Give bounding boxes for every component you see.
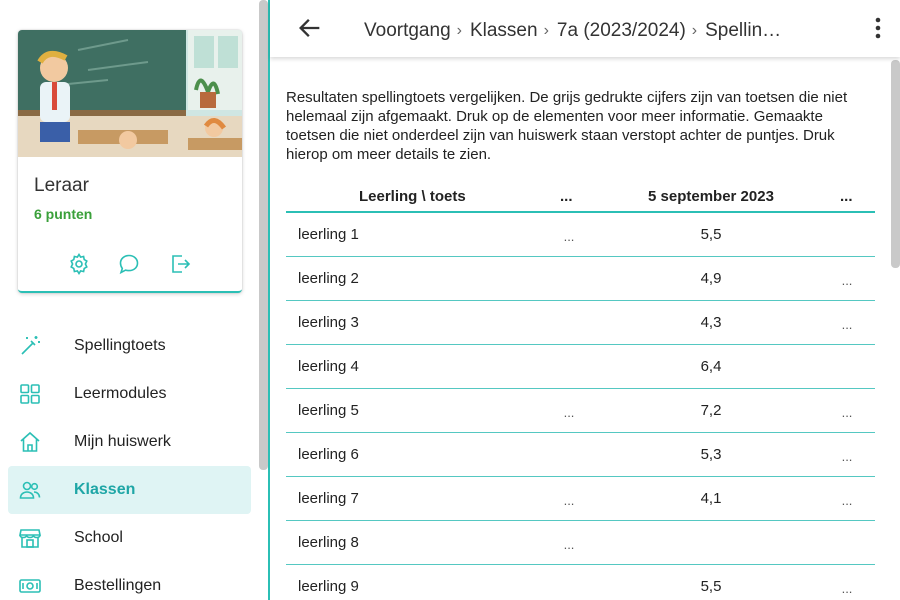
more-tests-left[interactable]: ... <box>563 405 575 420</box>
breadcrumb <box>364 20 781 42</box>
score-cell[interactable]: 5,5 <box>700 226 722 243</box>
more-menu-button[interactable] <box>868 16 888 40</box>
student-name: leerling 4 <box>298 358 359 375</box>
money-icon <box>18 574 42 598</box>
arrow-left-icon <box>296 14 324 42</box>
nav-item-bestellingen[interactable] <box>8 562 251 600</box>
nav-label: Klassen <box>74 481 136 498</box>
header-test-date[interactable]: 5 september 2023 <box>648 188 774 205</box>
more-tests-left[interactable]: ... <box>563 537 575 552</box>
chat-icon <box>117 252 141 276</box>
logout-button[interactable] <box>168 252 194 278</box>
settings-button[interactable] <box>67 252 93 278</box>
nav-item-spellingtoets[interactable] <box>8 322 251 370</box>
main-scrollbar[interactable] <box>891 60 900 268</box>
nav-item-mijn-huiswerk[interactable] <box>8 418 251 466</box>
score-cell[interactable]: 4,1 <box>700 490 722 507</box>
logout-icon <box>168 252 192 276</box>
more-tests-right[interactable]: ... <box>841 273 853 288</box>
table-row[interactable] <box>286 477 875 521</box>
student-name: leerling 8 <box>298 534 359 551</box>
table-row[interactable] <box>286 433 875 477</box>
student-name: leerling 5 <box>298 402 359 419</box>
more-tests-left[interactable]: ... <box>563 229 575 244</box>
score-cell[interactable]: 5,3 <box>700 446 722 463</box>
sidebar <box>0 0 268 600</box>
nav-label: Mijn huiswerk <box>74 433 171 450</box>
more-tests-right[interactable]: ... <box>841 405 853 420</box>
more-tests-right[interactable]: ... <box>841 493 853 508</box>
table-row[interactable] <box>286 389 875 433</box>
score-cell[interactable]: 5,5 <box>700 578 722 595</box>
main-content <box>270 0 900 600</box>
nav-label: Leermodules <box>74 385 167 402</box>
student-name: leerling 6 <box>298 446 359 463</box>
results-table <box>286 180 875 600</box>
student-name: leerling 3 <box>298 314 359 331</box>
breadcrumb-separator: › <box>543 22 549 39</box>
student-name: leerling 7 <box>298 490 359 507</box>
breadcrumb-separator: › <box>691 22 698 39</box>
student-name: leerling 1 <box>298 226 359 243</box>
main-nav <box>8 322 251 600</box>
more-tests-right[interactable]: ... <box>841 449 853 464</box>
users-icon <box>18 478 42 502</box>
table-header <box>286 180 875 213</box>
nav-item-school[interactable] <box>8 514 251 562</box>
more-tests-right[interactable]: ... <box>841 581 853 596</box>
nav-label: School <box>74 529 123 546</box>
score-cell[interactable]: 7,2 <box>700 402 722 419</box>
table-row[interactable] <box>286 213 875 257</box>
header-student-test: Leerling \ toets <box>359 188 466 205</box>
grid-icon <box>18 382 42 406</box>
nav-item-klassen[interactable] <box>8 466 251 514</box>
student-name: leerling 2 <box>298 270 359 287</box>
teacher-illustration <box>18 30 242 157</box>
nav-label: Spellingtoets <box>74 337 166 354</box>
table-row[interactable] <box>286 345 875 389</box>
gear-icon <box>67 252 91 276</box>
top-app-bar <box>270 0 900 57</box>
table-row[interactable] <box>286 521 875 565</box>
home-icon <box>18 430 42 454</box>
table-row[interactable] <box>286 257 875 301</box>
breadcrumb-current: Spellin… <box>705 20 782 41</box>
more-tests-left[interactable]: ... <box>563 493 575 508</box>
profile-card <box>18 30 242 293</box>
breadcrumb-class[interactable]: 7a (2023/2024) <box>556 20 686 41</box>
score-cell[interactable]: 4,3 <box>700 314 722 331</box>
breadcrumb-voortgang[interactable]: Voortgang <box>364 20 451 41</box>
profile-role: Leraar <box>34 175 89 196</box>
score-cell[interactable]: 4,9 <box>700 270 722 287</box>
nav-label: Bestellingen <box>74 577 162 594</box>
intro-section <box>286 88 874 164</box>
student-name: leerling 9 <box>298 578 359 595</box>
more-tests-right[interactable]: ... <box>841 317 853 332</box>
more-vertical-icon <box>868 16 888 40</box>
intro-text: Resultaten spellingtoets vergelijken. De grijs gedrukte cijfers zijn van toetsen die niet helemaal zijn afgemaakt. Druk op de elementen voor meer informatie. Gemaakte toetsen die niet onderdeel zijn van huiswerk staan verstopt achter de puntjes. Druk hierop om meer details te zien. <box>286 89 848 163</box>
breadcrumb-separator: › <box>456 22 462 39</box>
chat-button[interactable] <box>117 252 143 278</box>
header-more-right[interactable]: ... <box>840 188 853 205</box>
score-cell[interactable]: 6,4 <box>700 358 722 375</box>
back-button[interactable] <box>296 14 324 42</box>
header-more-left[interactable]: ... <box>560 188 573 205</box>
store-icon <box>18 526 42 550</box>
table-row[interactable] <box>286 301 875 345</box>
profile-points: 6 punten <box>34 206 93 222</box>
nav-item-leermodules[interactable] <box>8 370 251 418</box>
breadcrumb-klassen[interactable]: Klassen <box>469 20 538 41</box>
profile-actions <box>18 252 242 278</box>
table-row[interactable] <box>286 565 875 600</box>
table-body <box>286 213 875 600</box>
sidebar-scrollbar[interactable] <box>259 0 268 470</box>
magic-wand-icon <box>18 334 42 358</box>
